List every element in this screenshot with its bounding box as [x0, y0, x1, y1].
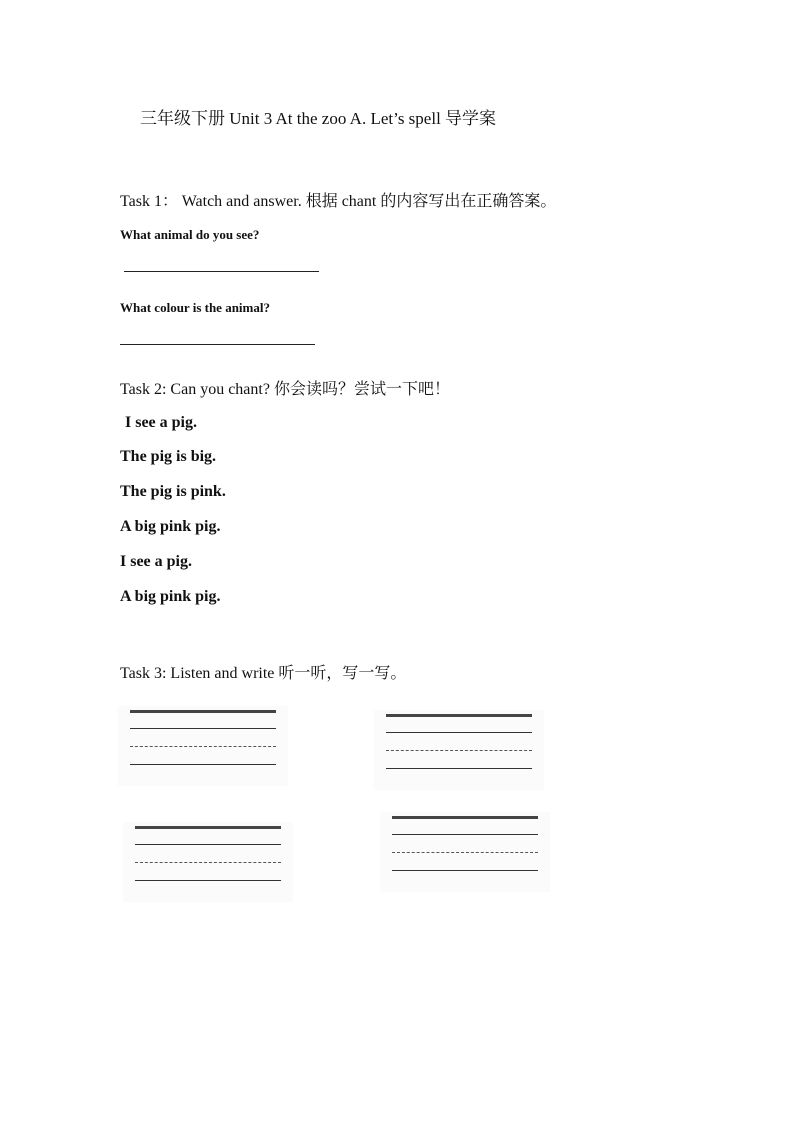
answer-line-2[interactable] — [120, 344, 315, 345]
grid-top-line — [392, 816, 538, 819]
worksheet-title: 三年级下册 Unit 3 At the zoo A. Let’s spell 导学案 — [140, 109, 497, 128]
task1-heading: Task 1： Watch and answer. 根据 chant 的内容写出在正确答案。 — [120, 193, 557, 210]
grid-base-line — [130, 764, 276, 765]
chant-line-4: A big pink pig. — [120, 518, 221, 535]
chant-line-6: A big pink pig. — [120, 588, 221, 605]
grid-line — [135, 844, 281, 845]
chant-line-1: I see a pig. — [125, 414, 197, 431]
grid-base-line — [135, 880, 281, 881]
grid-top-line — [386, 714, 532, 717]
grid-base-line — [392, 870, 538, 871]
grid-top-line — [130, 710, 276, 713]
task1-question-1: What animal do you see? — [120, 227, 260, 242]
grid-dashed-line — [130, 746, 276, 747]
writing-grid-3[interactable] — [123, 822, 293, 902]
grid-dashed-line — [386, 750, 532, 751]
grid-top-line — [135, 826, 281, 829]
chant-line-2: The pig is big. — [120, 448, 217, 465]
chant-line-5: I see a pig. — [120, 553, 192, 570]
grid-base-line — [386, 768, 532, 769]
writing-grid-1[interactable] — [118, 706, 288, 786]
task3-heading: Task 3: Listen and write 听一听，写一写。 — [120, 665, 407, 682]
writing-grid-4[interactable] — [380, 812, 550, 892]
answer-line-1[interactable] — [124, 271, 319, 272]
writing-grid-2[interactable] — [374, 710, 544, 790]
grid-line — [392, 834, 538, 835]
chant-line-3: The pig is pink. — [120, 483, 226, 500]
grid-dashed-line — [392, 852, 538, 853]
grid-line — [130, 728, 276, 729]
task2-heading: Task 2: Can you chant? 你会读吗？尝试一下吧！ — [120, 381, 450, 398]
task1-question-2: What colour is the animal? — [120, 300, 270, 315]
grid-dashed-line — [135, 862, 281, 863]
grid-line — [386, 732, 532, 733]
